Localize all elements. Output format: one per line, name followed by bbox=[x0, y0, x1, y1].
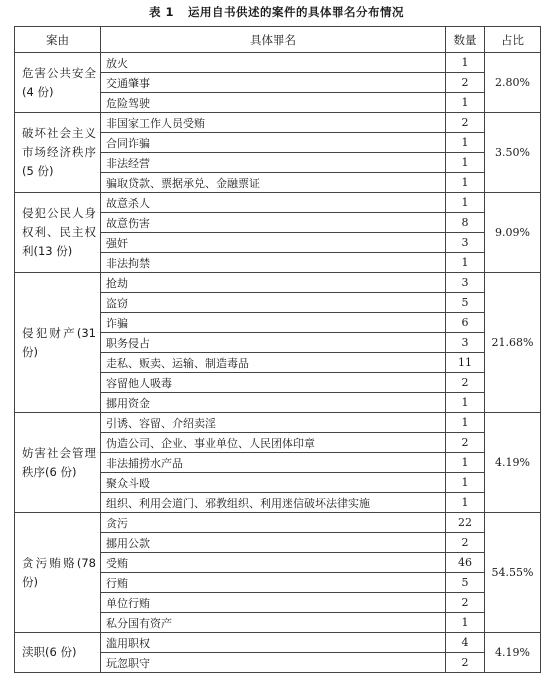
count-cell: 1 bbox=[446, 53, 485, 73]
count-cell: 2 bbox=[446, 433, 485, 453]
crime-cell: 聚众斗殴 bbox=[101, 473, 446, 493]
count-cell: 2 bbox=[446, 653, 485, 673]
crime-cell: 诈骗 bbox=[101, 313, 446, 333]
crime-cell: 受贿 bbox=[101, 553, 446, 573]
ratio-cell: 3.50% bbox=[485, 113, 541, 193]
table-number: 表 1 bbox=[148, 5, 174, 19]
count-cell: 1 bbox=[446, 473, 485, 493]
count-cell: 1 bbox=[446, 133, 485, 153]
table-caption bbox=[0, 4, 553, 20]
count-cell: 2 bbox=[446, 373, 485, 393]
crime-cell: 骗取贷款、票据承兑、金融票证 bbox=[101, 173, 446, 193]
crime-cell: 非国家工作人员受贿 bbox=[101, 113, 446, 133]
category-cell: 妨害社会管理秩序(6 份) bbox=[15, 413, 101, 513]
crime-cell: 抢劫 bbox=[101, 273, 446, 293]
category-cell: 危害公共安全(4 份) bbox=[15, 53, 101, 113]
count-cell: 11 bbox=[446, 353, 485, 373]
table-row bbox=[15, 413, 541, 433]
ratio-cell: 21.68% bbox=[485, 273, 541, 413]
table-row bbox=[15, 53, 541, 73]
crime-cell: 私分国有资产 bbox=[101, 613, 446, 633]
ratio-cell: 4.19% bbox=[485, 413, 541, 513]
count-cell: 1 bbox=[446, 153, 485, 173]
category-cell: 侵犯公民人身权利、民主权利(13 份) bbox=[15, 193, 101, 273]
category-cell: 渎职(6 份) bbox=[15, 633, 101, 673]
crime-cell: 挪用资金 bbox=[101, 393, 446, 413]
table-row bbox=[15, 513, 541, 533]
crime-cell: 盗窃 bbox=[101, 293, 446, 313]
crime-cell: 引诱、容留、介绍卖淫 bbox=[101, 413, 446, 433]
crime-cell: 单位行贿 bbox=[101, 593, 446, 613]
count-cell: 8 bbox=[446, 213, 485, 233]
table-title: 运用自书供述的案件的具体罪名分布情况 bbox=[188, 5, 404, 19]
crime-cell: 玩忽职守 bbox=[101, 653, 446, 673]
ratio-cell: 2.80% bbox=[485, 53, 541, 113]
crime-cell: 非法拘禁 bbox=[101, 253, 446, 273]
crime-cell: 行贿 bbox=[101, 573, 446, 593]
category-cell: 破坏社会主义市场经济秩序(5 份) bbox=[15, 113, 101, 193]
crime-cell: 非法捕捞水产品 bbox=[101, 453, 446, 473]
count-cell: 1 bbox=[446, 413, 485, 433]
count-cell: 1 bbox=[446, 93, 485, 113]
crime-cell: 强奸 bbox=[101, 233, 446, 253]
count-cell: 1 bbox=[446, 253, 485, 273]
crime-cell: 伪造公司、企业、事业单位、人民团体印章 bbox=[101, 433, 446, 453]
crime-cell: 滥用职权 bbox=[101, 633, 446, 653]
count-cell: 1 bbox=[446, 193, 485, 213]
count-cell: 1 bbox=[446, 173, 485, 193]
ratio-cell: 4.19% bbox=[485, 633, 541, 673]
count-cell: 6 bbox=[446, 313, 485, 333]
table-row bbox=[15, 113, 541, 133]
count-cell: 1 bbox=[446, 613, 485, 633]
count-cell: 2 bbox=[446, 533, 485, 553]
crime-cell: 走私、贩卖、运输、制造毒品 bbox=[101, 353, 446, 373]
count-cell: 2 bbox=[446, 593, 485, 613]
crime-cell: 贪污 bbox=[101, 513, 446, 533]
count-cell: 3 bbox=[446, 273, 485, 293]
table-body bbox=[15, 53, 541, 673]
header-row bbox=[15, 27, 541, 53]
header-count: 数量 bbox=[446, 27, 485, 53]
count-cell: 5 bbox=[446, 573, 485, 593]
header-crime: 具体罪名 bbox=[101, 27, 446, 53]
crime-cell: 非法经营 bbox=[101, 153, 446, 173]
crime-cell: 危险驾驶 bbox=[101, 93, 446, 113]
table-row bbox=[15, 193, 541, 213]
header-ratio: 占比 bbox=[485, 27, 541, 53]
ratio-cell: 54.55% bbox=[485, 513, 541, 633]
crime-cell: 挪用公款 bbox=[101, 533, 446, 553]
count-cell: 3 bbox=[446, 233, 485, 253]
crime-cell: 组织、利用会道门、邪教组织、利用迷信破坏法律实施 bbox=[101, 493, 446, 513]
crime-cell: 交通肇事 bbox=[101, 73, 446, 93]
crime-cell: 故意伤害 bbox=[101, 213, 446, 233]
count-cell: 3 bbox=[446, 333, 485, 353]
count-cell: 1 bbox=[446, 453, 485, 473]
count-cell: 1 bbox=[446, 493, 485, 513]
count-cell: 2 bbox=[446, 113, 485, 133]
header-category: 案由 bbox=[15, 27, 101, 53]
ratio-cell: 9.09% bbox=[485, 193, 541, 273]
count-cell: 4 bbox=[446, 633, 485, 653]
count-cell: 1 bbox=[446, 393, 485, 413]
category-cell: 侵犯财产(31 份) bbox=[15, 273, 101, 413]
crime-cell: 故意杀人 bbox=[101, 193, 446, 213]
category-cell: 贪污贿赂(78 份) bbox=[15, 513, 101, 633]
crime-cell: 放火 bbox=[101, 53, 446, 73]
crime-cell: 合同诈骗 bbox=[101, 133, 446, 153]
crime-cell: 职务侵占 bbox=[101, 333, 446, 353]
crime-distribution-table bbox=[14, 26, 541, 673]
table-row bbox=[15, 633, 541, 653]
crime-cell: 容留他人吸毒 bbox=[101, 373, 446, 393]
count-cell: 2 bbox=[446, 73, 485, 93]
count-cell: 22 bbox=[446, 513, 485, 533]
table-row bbox=[15, 273, 541, 293]
count-cell: 46 bbox=[446, 553, 485, 573]
count-cell: 5 bbox=[446, 293, 485, 313]
